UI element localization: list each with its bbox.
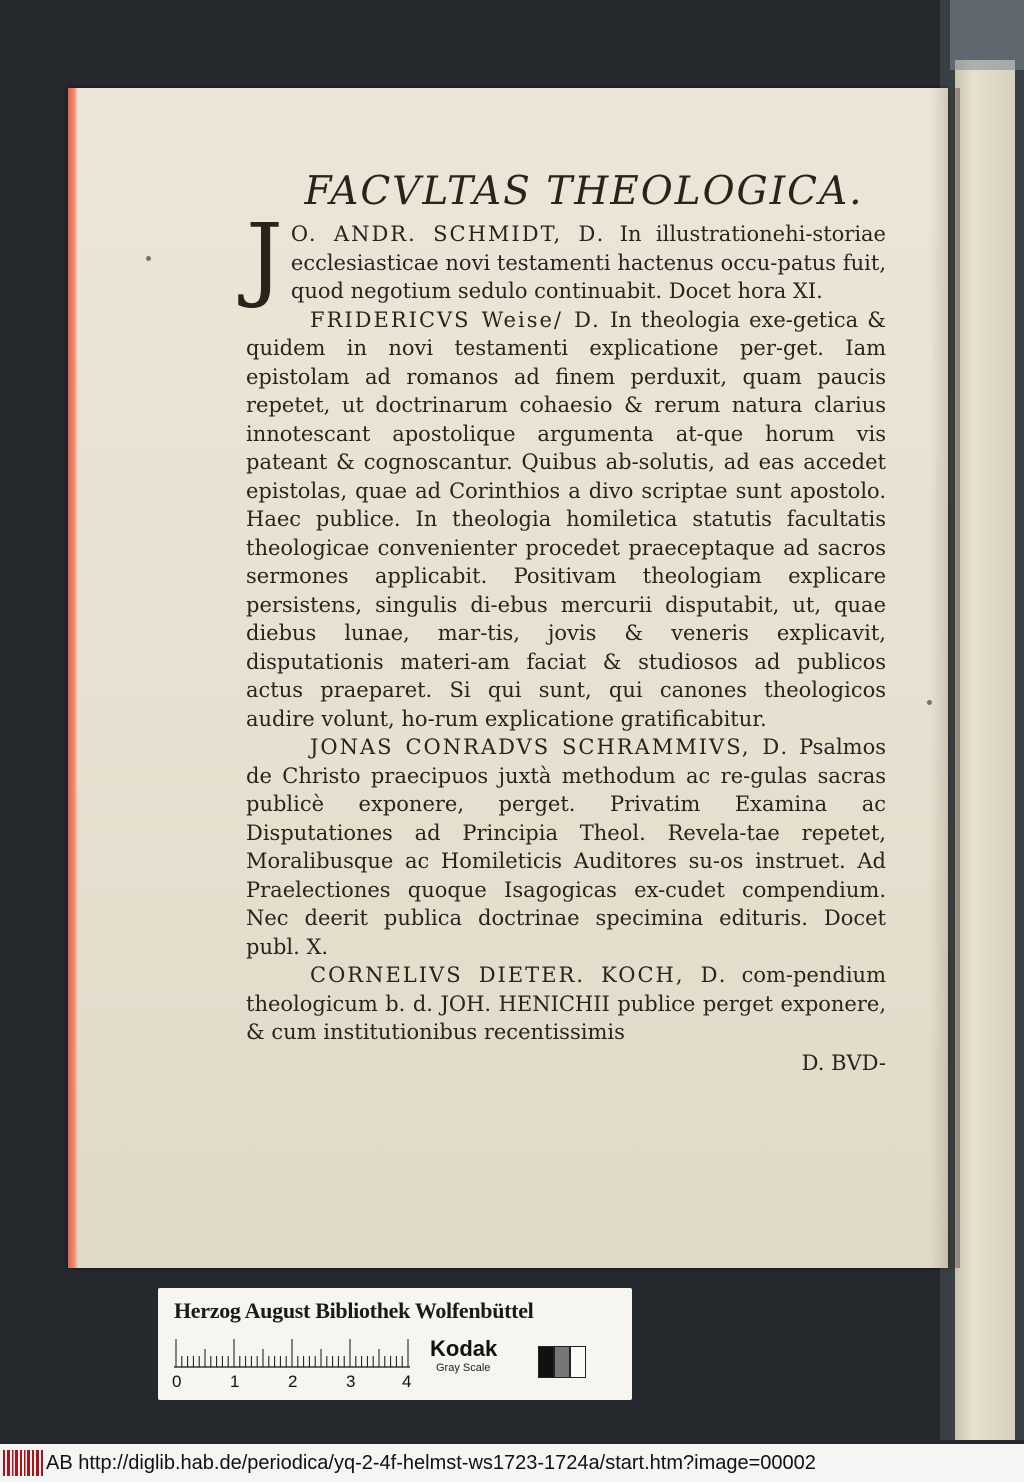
- barcode-icon: [2, 1450, 46, 1476]
- gray-swatch-mid: [554, 1346, 570, 1378]
- url-footer: [0, 1444, 1024, 1482]
- paragraph-koch: [246, 961, 886, 1047]
- ruler-number: 0: [172, 1372, 182, 1391]
- gray-scale-caption: Gray Scale: [436, 1362, 491, 1374]
- page-gutter-shadow: [930, 88, 960, 1268]
- paragraph-body: Psalmos de Christo praecipuos juxtà methodum ac re-gulas sacras publicè exponere, perget. Privatim Examina ac Disputationes ad Principia Theol. Revela-tae repetet, Moralibusque ac Homileticis Auditores su-os instruet. Ad Praelectiones quoque Isagogicas ex-cudet compendium. Nec deerit publica doctrinae specimina edituris. Docet publ. X.: [246, 735, 886, 959]
- paragraph-lead: CORNELIVS DIETER. KOCH, D.: [310, 963, 728, 987]
- gray-swatch-black: [538, 1346, 554, 1378]
- page-text-block: [246, 170, 886, 1077]
- ruler-scale: [174, 1338, 410, 1368]
- kodak-logo-text: Kodak: [430, 1336, 498, 1361]
- adjacent-page-edge: [955, 60, 1015, 1440]
- margin-mark: [927, 700, 932, 705]
- paragraph-body: com-pendium theologicum b. d. JOH. HENICHII publice perget exponere, & cum institutionibus recentissimis: [246, 963, 886, 1044]
- paragraph-lead: O. ANDR. SCHMIDT, D.: [290, 222, 606, 246]
- library-color-target: [158, 1288, 632, 1400]
- scanner-glass: [950, 0, 1024, 70]
- ruler-number: 2: [288, 1372, 298, 1391]
- paragraph-schrammius: [246, 733, 886, 961]
- paragraph-lead: JONAS CONRADVS SCHRAMMIVS, D.: [310, 735, 790, 759]
- catchword: D. BVD-: [801, 1050, 886, 1075]
- paragraph-body: In illustrationehi-storiae ecclesiasticae novi testamenti hactenus occu-patus fuit, quod negotium sedulo continuabit. Docet hora XI.: [290, 222, 886, 303]
- gray-swatch-white: [570, 1346, 586, 1378]
- page-heading: FACVLTAS THEOLOGICA.: [304, 169, 864, 214]
- paragraph-lead: FRIDERICVS Weise/ D.: [310, 307, 601, 332]
- library-name: Herzog August Bibliothek Wolfenbüttel: [174, 1298, 534, 1323]
- paragraph-weise: [246, 306, 886, 734]
- ruler-number: 1: [230, 1372, 240, 1391]
- ruler-number: 4: [402, 1372, 412, 1391]
- drop-cap: J: [246, 204, 283, 311]
- paragraph-body: In theologia exe-getica & quidem in novi testamenti explicatione per-get. Iam epistolam ad romanos ad finem perduxit, quam paucis repetet, ut doctrinarum cohaesio & rerum natura clarius innotescant apostolique argumenta at-que horum vis pateant & cognoscantur. Quibus ab-solutis, ad eas accedet epistolas, quae ad Corinthios a divo scriptae sunt apostolo. Haec publice. In theologia homiletica statutis facultatis theologicae convenienter procedet praeceptaque ad sacros sermones applicabit. Positivam theologiam explicare persistens, singulis di-ebus mercurii disputabit, ut, quae diebus lunae, mar-tis, jovis & veneris explicavit, disputationis materi-am faciat & studiosos ad publicos actus praeparet. Si qui sunt, qui canones theologicos audire volunt, ho-rum explicatione gratificabitur.: [246, 307, 886, 731]
- ruler-number: 3: [346, 1372, 356, 1391]
- footer-url-text: AB http://diglib.hab.de/periodica/yq-2-4f-helmst-ws1723-1724a/start.htm?image=00002: [46, 1452, 816, 1474]
- page-red-edge: [68, 88, 78, 1268]
- paragraph-schmidt: [246, 204, 886, 311]
- margin-mark: [146, 256, 151, 261]
